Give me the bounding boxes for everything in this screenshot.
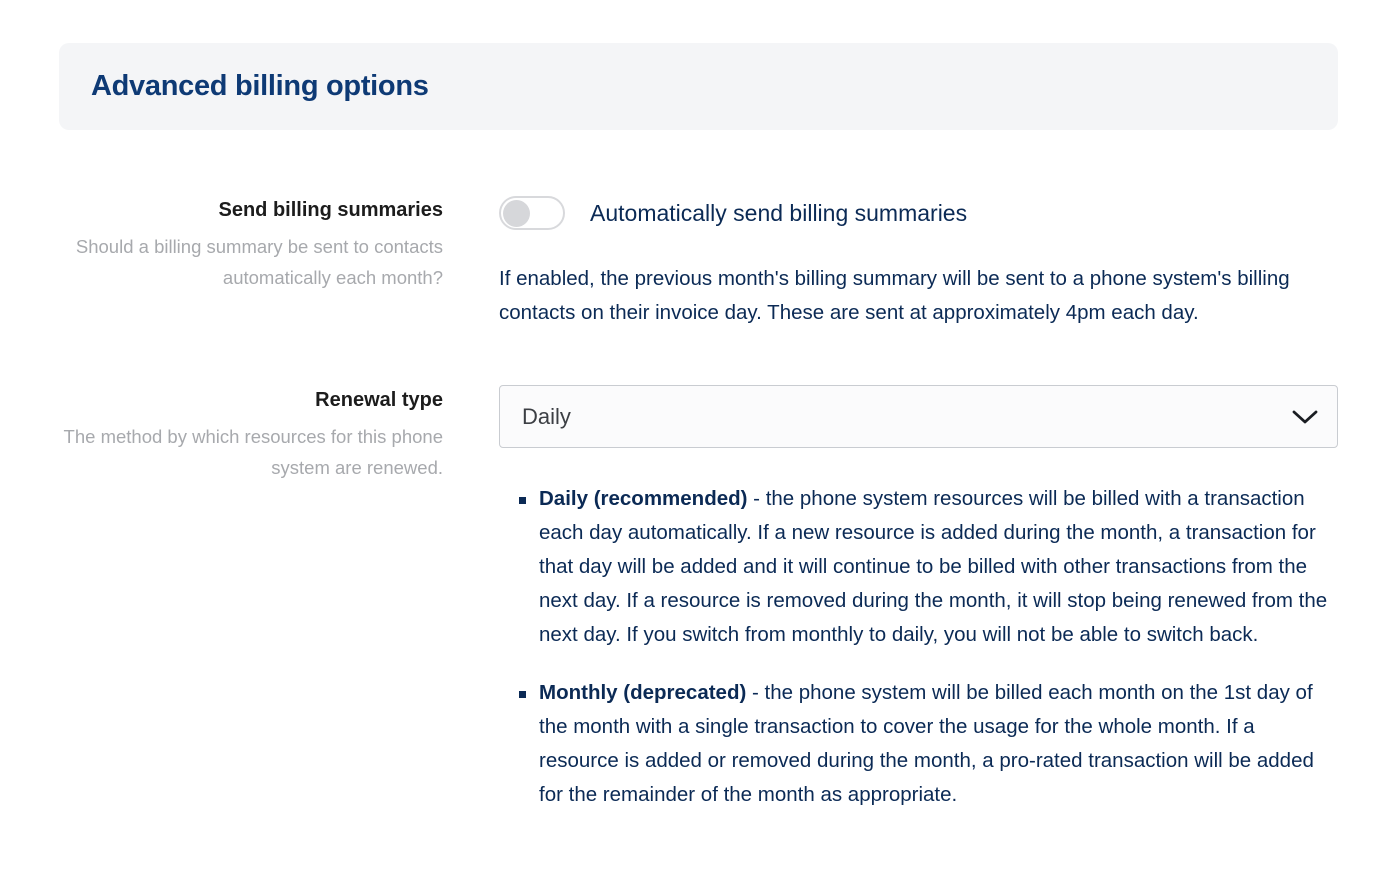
renewal-options-list bbox=[499, 482, 1338, 812]
renewal-type-control bbox=[499, 385, 1338, 836]
renewal-option-description: - the phone system will be billed each month on the 1st day of the month with a single transaction to cover the usage for the whole month. If a resource is added or removed during the month, a pro-rated transaction will be added for the remainder of the month as appropriate. bbox=[539, 681, 1314, 806]
billing-summaries-toggle-row bbox=[499, 195, 1338, 231]
billing-summaries-toggle-label[interactable]: Automatically send billing summaries bbox=[590, 199, 968, 226]
renewal-option-daily bbox=[539, 482, 1338, 652]
billing-summaries-toggle[interactable] bbox=[499, 196, 565, 230]
renewal-type-label: Renewal type bbox=[315, 389, 443, 411]
list-bullet-icon bbox=[519, 497, 526, 504]
billing-summaries-label: Send billing summaries bbox=[218, 199, 443, 221]
renewal-type-select[interactable] bbox=[499, 385, 1338, 448]
toggle-knob bbox=[503, 200, 530, 227]
section-header bbox=[59, 43, 1338, 130]
renewal-type-selected-value: Daily bbox=[522, 403, 571, 429]
billing-summaries-label-group bbox=[60, 197, 443, 293]
renewal-type-help: The method by which resources for this phone system are renewed. bbox=[63, 426, 443, 478]
billing-summaries-help: Should a billing summary be sent to contacts automatically each month? bbox=[75, 236, 443, 288]
renewal-option-name: Daily (recommended) bbox=[539, 487, 748, 510]
billing-summaries-description: If enabled, the previous month's billing summary will be sent to a phone system's billing contacts on their invoice day. These are sent at approximately 4pm each day. bbox=[499, 267, 1290, 324]
renewal-option-monthly bbox=[539, 676, 1338, 812]
chevron-down-icon bbox=[1291, 408, 1319, 426]
section-title: Advanced billing options bbox=[91, 70, 429, 102]
renewal-option-name: Monthly (deprecated) bbox=[539, 681, 747, 704]
renewal-option-description: - the phone system resources will be billed with a transaction each day automatically. If a new resource is added during the month, a transaction for that day will be added and it will continue to be billed with other transactions from the next day. If a resource is removed during the month, it will stop being renewed from the next day. If you switch from monthly to daily, you will not be able to switch back. bbox=[539, 487, 1328, 646]
list-bullet-icon bbox=[519, 691, 526, 698]
renewal-type-label-group bbox=[60, 387, 443, 483]
billing-summaries-control bbox=[499, 195, 1338, 330]
